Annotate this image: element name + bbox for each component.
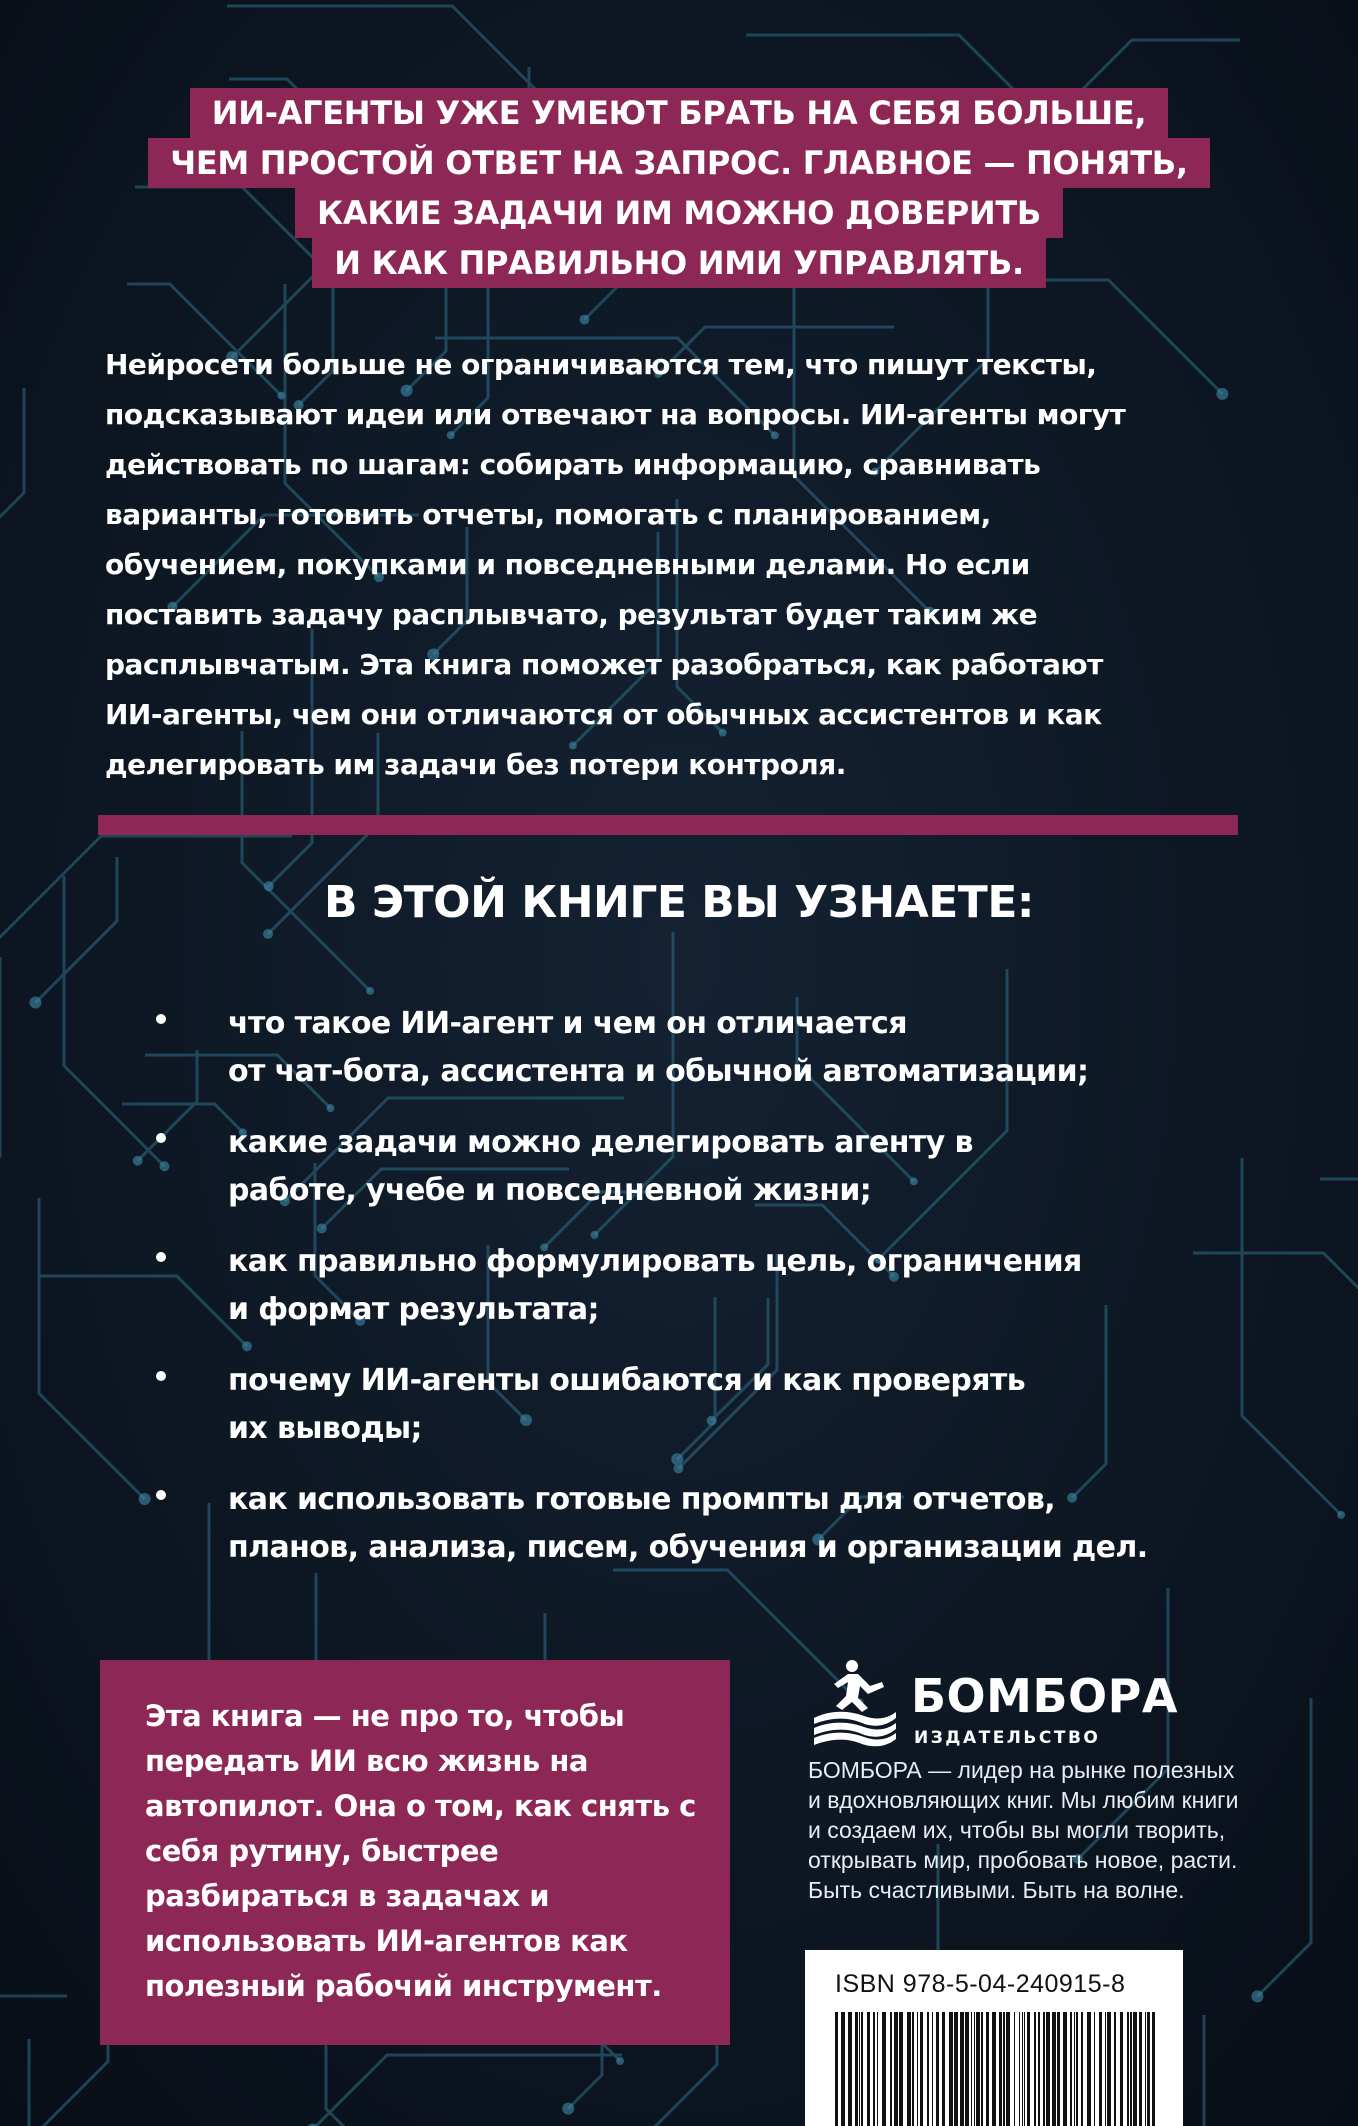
publisher-description-line: Быть счастливыми. Быть на волне.	[808, 1877, 1185, 1903]
quote-box	[100, 1660, 730, 2045]
list-item-text: от чат-бота, ассистента и обычной автоматизации;	[228, 1054, 1089, 1089]
section-divider	[98, 815, 1238, 835]
intro-line: ИИ-агенты, чем они отличаются от обычных ассистентов и как	[105, 698, 1102, 731]
bullet-dot-icon	[156, 1490, 166, 1500]
quote-line: Эта книга — не про то, чтобы	[145, 1699, 625, 1733]
quote-line: автопилот. Она о том, как снять с	[145, 1789, 696, 1823]
list-item	[150, 1357, 1270, 1453]
bullet-dot-icon	[156, 1252, 166, 1262]
publisher-subtitle: ИЗДАТЕЛЬСТВО	[914, 1728, 1101, 1748]
publisher-logo	[808, 1652, 1278, 1752]
list-item	[150, 1238, 1270, 1334]
list-item-text: и формат результата;	[228, 1292, 599, 1327]
headline-line: ЧЕМ ПРОСТОЙ ОТВЕТ НА ЗАПРОС. ГЛАВНОЕ — ПОНЯТЬ,	[148, 138, 1209, 188]
list-item	[150, 1476, 1270, 1572]
headline-line: КАКИЕ ЗАДАЧИ ИМ МОЖНО ДОВЕРИТЬ	[295, 188, 1063, 238]
list-item-text: работе, учебе и повседневной жизни;	[228, 1173, 872, 1208]
section-title: В ЭТОЙ КНИГЕ ВЫ УЗНАЕТЕ:	[324, 877, 1034, 928]
isbn-text: ISBN 978-5-04-240915-8	[835, 1970, 1126, 1998]
bullet-dot-icon	[156, 1371, 166, 1381]
headline	[0, 88, 1358, 288]
publisher-description	[808, 1755, 1288, 1905]
quote-line: полезный рабочий инструмент.	[145, 1969, 662, 2003]
list-item-text: как использовать готовые промпты для отчетов,	[228, 1482, 1056, 1517]
list-item-text: какие задачи можно делегировать агенту в	[228, 1125, 973, 1160]
publisher-description-line: БОМБОРА — лидер на рынке полезных	[808, 1757, 1235, 1783]
list-item-text: почему ИИ-агенты ошибаются и как проверять	[228, 1363, 1026, 1398]
isbn-barcode-box	[805, 1950, 1183, 2126]
publisher-description-line: и создаем их, чтобы вы могли творить,	[808, 1817, 1226, 1843]
list-item-text: их выводы;	[228, 1411, 422, 1446]
intro-paragraph	[105, 340, 1255, 790]
intro-line: обучением, покупками и повседневными делами. Но если	[105, 548, 1030, 581]
headline-line: И КАК ПРАВИЛЬНО ИМИ УПРАВЛЯТЬ.	[312, 238, 1046, 288]
bullet-dot-icon	[156, 1014, 166, 1024]
intro-line: Нейросети больше не ограничиваются тем, что пишут тексты,	[105, 348, 1097, 381]
bullet-list	[150, 1000, 1270, 1595]
list-item	[150, 1000, 1270, 1096]
intro-line: подсказывают идеи или отвечают на вопросы. ИИ-агенты могут	[105, 398, 1126, 431]
intro-line: действовать по шагам: собирать информацию, сравнивать	[105, 448, 1041, 481]
publisher-description-line: и вдохновляющих книг. Мы любим книги	[808, 1787, 1239, 1813]
intro-line: расплывчатым. Эта книга поможет разобраться, как работают	[105, 648, 1103, 681]
quote-line: себя рутину, быстрее	[145, 1834, 499, 1868]
list-item	[150, 1119, 1270, 1215]
intro-line: варианты, готовить отчеты, помогать с планированием,	[105, 498, 991, 531]
quote-line: разбираться в задачах и	[145, 1879, 550, 1913]
intro-line: поставить задачу расплывчато, результат будет таким же	[105, 598, 1038, 631]
list-item-text: что такое ИИ-агент и чем он отличается	[228, 1006, 907, 1041]
list-item-text: как правильно формулировать цель, ограничения	[228, 1244, 1082, 1279]
intro-line: делегировать им задачи без потери контроля.	[105, 748, 846, 781]
publisher-name: БОМБОРА	[911, 1669, 1178, 1723]
quote-line: использовать ИИ-агентов как	[145, 1924, 628, 1958]
list-item-text: планов, анализа, писем, обучения и организации дел.	[228, 1530, 1148, 1565]
bullet-dot-icon	[156, 1133, 166, 1143]
surfer-on-waves-icon	[808, 1656, 900, 1748]
publisher-description-line: открывать мир, пробовать новое, расти.	[808, 1847, 1238, 1873]
headline-line: ИИ-АГЕНТЫ УЖЕ УМЕЮТ БРАТЬ НА СЕБЯ БОЛЬШЕ,	[190, 88, 1169, 138]
quote-line: передать ИИ всю жизнь на	[145, 1744, 588, 1778]
barcode	[835, 2012, 1155, 2126]
